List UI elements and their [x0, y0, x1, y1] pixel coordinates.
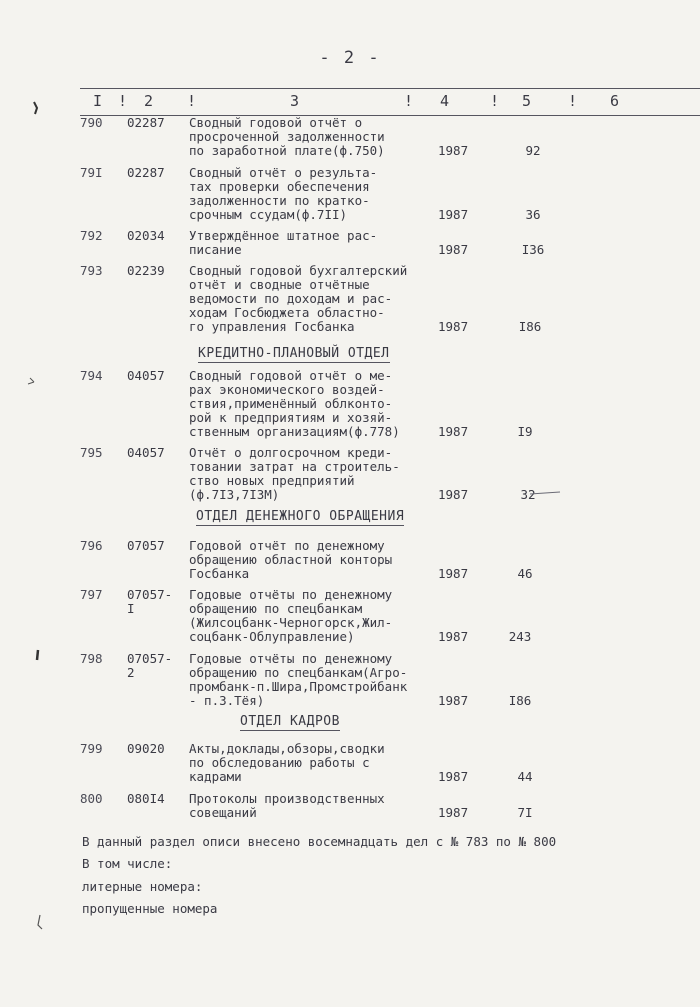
column-header-2: 2 [144, 92, 154, 110]
column-separator: ! [187, 92, 197, 110]
margin-mark [37, 650, 38, 660]
row-title: Сводный годовой отчёт о просроченной задолженности по заработной плате(ф.750) [189, 115, 385, 158]
row-code: 07057-I [127, 587, 173, 616]
row-year: 1987 [438, 693, 469, 708]
row-code: 02239 [127, 263, 165, 278]
row-title: Сводный годовой отчёт о ме- рах экономического воздей- ствия,применённый облконто- рой к предприятиям и хозяй- ственным организациям(ф.778) [189, 368, 400, 439]
row-code: 04057 [127, 368, 165, 383]
summary-line: В данный раздел описи внесено восемнадцать дел с № 783 по № 800 [82, 834, 557, 849]
row-title: Годовые отчёты по денежному обращению по спецбанкам(Агро- промбанк-п.Шира,Промстройбанк - п.З.Тёя) [189, 651, 408, 708]
row-year: 1987 [438, 805, 469, 820]
row-number: 793 [80, 263, 103, 278]
row-year: 1987 [438, 143, 469, 158]
column-header-3: 3 [290, 92, 300, 110]
row-number: 79I [80, 165, 103, 180]
row-title: Годовой отчёт по денежному обращению областной конторы Госбанка [189, 538, 393, 581]
row-title: Акты,доклады,обзоры,сводки по обследованию работы с кадрами [189, 741, 385, 784]
row-code: 02287 [127, 115, 165, 130]
row-number: 790 [80, 115, 103, 130]
margin-mark [28, 378, 34, 384]
row-count: 36 [525, 207, 541, 222]
column-header-1: I [93, 92, 103, 110]
row-title: Годовые отчёты по денежному обращению по спецбанкам (Жилсоцбанк-Черногорск,Жил- соцбанк-Облуправление) [189, 587, 393, 644]
row-count: 92 [525, 143, 541, 158]
column-separator: ! [568, 92, 578, 110]
row-code: 07057-2 [127, 651, 173, 680]
row-year: 1987 [438, 566, 469, 581]
row-code: 080I4 [127, 791, 165, 806]
row-number: 794 [80, 368, 103, 383]
row-count: 32 [520, 487, 536, 502]
section-heading: КРЕДИТНО-ПЛАНОВЫЙ ОТДЕЛ [198, 346, 390, 361]
row-code: 09020 [127, 741, 165, 756]
row-count: 243 [508, 629, 532, 644]
row-title: Отчёт о долгосрочном креди- товании затрат на строитель- ство новых предприятий (ф.7I3,7I3М) [189, 445, 400, 502]
row-year: 1987 [438, 424, 469, 439]
row-code: 07057 [127, 538, 165, 553]
row-title: Сводный годовой бухгалтерский отчёт и сводные отчётные ведомости по доходам и рас- ходам Госбюджета областно- го управления Госбанка [189, 263, 408, 334]
row-number: 798 [80, 651, 103, 666]
row-count: 46 [517, 566, 533, 581]
row-code: 02034 [127, 228, 165, 243]
row-code: 02287 [127, 165, 165, 180]
page-number: - 2 - [319, 48, 381, 68]
row-count: I86 [518, 319, 542, 334]
row-year: 1987 [438, 487, 469, 502]
row-year: 1987 [438, 629, 469, 644]
column-separator: ! [404, 92, 414, 110]
row-year: 1987 [438, 319, 469, 334]
row-count: 7I [517, 805, 533, 820]
column-separator: ! [490, 92, 500, 110]
row-title: Сводный отчёт о результа- тах проверки обеспечения задолженности по кратко- срочным ссудам(ф.7II) [189, 165, 378, 222]
row-number: 797 [80, 587, 103, 602]
column-header-6: 6 [610, 92, 620, 110]
row-year: 1987 [438, 242, 469, 257]
row-year: 1987 [438, 769, 469, 784]
row-title: Утверждённое штатное рас- писание [189, 228, 378, 257]
row-number: 792 [80, 228, 103, 243]
row-code: 04057 [127, 445, 165, 460]
column-separator: ! [118, 92, 128, 110]
row-number: 799 [80, 741, 103, 756]
row-number: 796 [80, 538, 103, 553]
margin-mark [34, 102, 37, 114]
summary-line: В том числе: [82, 856, 173, 871]
row-count: I9 [517, 424, 533, 439]
row-count: I36 [521, 242, 545, 257]
summary-line: пропущенные номера [82, 901, 218, 916]
section-heading: ОТДЕЛ ДЕНЕЖНОГО ОБРАЩЕНИЯ [196, 509, 405, 524]
row-number: 795 [80, 445, 103, 460]
row-title: Протоколы производственных совещаний [189, 791, 385, 820]
row-number: 800 [80, 791, 103, 806]
column-header-5: 5 [522, 92, 532, 110]
margin-mark [38, 915, 42, 929]
summary-line: литерные номера: [82, 879, 203, 894]
row-year: 1987 [438, 207, 469, 222]
table-header [80, 88, 700, 116]
row-count: 44 [517, 769, 533, 784]
section-heading: ОТДЕЛ КАДРОВ [240, 714, 340, 729]
row-count: I86 [508, 693, 532, 708]
column-header-4: 4 [440, 92, 450, 110]
